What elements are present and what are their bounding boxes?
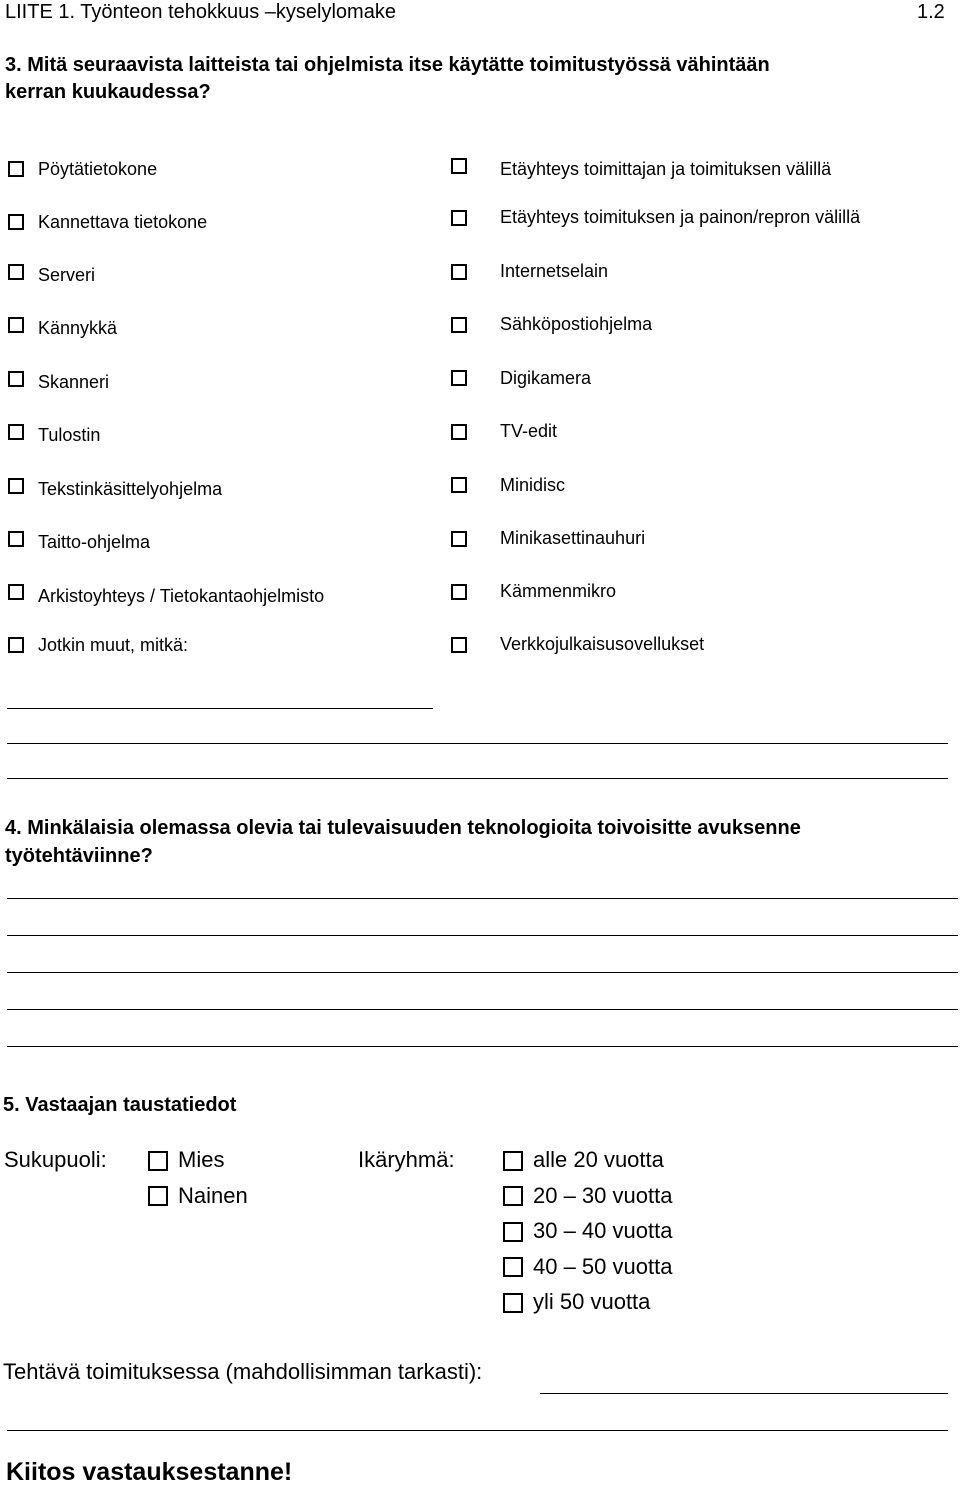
option-label: Etäyhteys toimittajan ja toimituksen välillä [500, 159, 832, 179]
other-answer-line[interactable] [7, 743, 948, 744]
age-option-label: 20 – 30 vuotta [533, 1183, 673, 1208]
checkbox[interactable] [8, 317, 24, 333]
q4-title-line1: 4. Minkälaisia olemassa olevia tai tulevaisuuden teknologioita toivoisitte avuksenne [5, 817, 801, 839]
gender-option-label: Nainen [178, 1183, 248, 1208]
thanks-text: Kiitos vastauksestanne! [6, 1458, 293, 1486]
checkbox[interactable] [148, 1186, 168, 1206]
answer-line[interactable] [7, 898, 958, 899]
role-label: Tehtävä toimituksessa (mahdollisimman tarkasti): [3, 1359, 483, 1384]
checkbox[interactable] [8, 264, 24, 280]
checkbox[interactable] [8, 371, 24, 387]
page-number: 1.2 [917, 1, 945, 23]
other-answer-line[interactable] [7, 778, 948, 779]
checkbox[interactable] [451, 584, 467, 600]
checkbox[interactable] [503, 1257, 523, 1277]
document-title: LIITE 1. Työnteon tehokkuus –kyselylomake [5, 1, 396, 23]
checkbox[interactable] [451, 637, 467, 653]
age-label: Ikäryhmä: [358, 1147, 455, 1172]
option-label: Minidisc [500, 475, 566, 495]
option-label: Sähköpostiohjelma [500, 314, 653, 334]
q5-title: 5. Vastaajan taustatiedot [3, 1094, 237, 1116]
option-label: Kannettava tietokone [38, 212, 208, 232]
checkbox[interactable] [451, 264, 467, 280]
checkbox[interactable] [451, 531, 467, 547]
checkbox[interactable] [8, 478, 24, 494]
option-label: Arkistoyhteys / Tietokantaohjelmisto [38, 586, 325, 606]
gender-label: Sukupuoli: [4, 1147, 107, 1172]
option-label: Pöytätietokone [38, 159, 158, 179]
gender-option-label: Mies [178, 1147, 225, 1172]
option-label: Digikamera [500, 368, 592, 388]
role-answer-line[interactable] [7, 1430, 948, 1431]
checkbox[interactable] [503, 1151, 523, 1171]
checkbox[interactable] [8, 424, 24, 440]
checkbox[interactable] [503, 1186, 523, 1206]
checkbox[interactable] [451, 370, 467, 386]
checkbox[interactable] [451, 210, 467, 226]
checkbox[interactable] [503, 1293, 523, 1313]
checkbox[interactable] [8, 637, 24, 653]
option-label: Serveri [38, 265, 96, 285]
age-option-label: 40 – 50 vuotta [533, 1254, 673, 1279]
checkbox[interactable] [451, 477, 467, 493]
option-label: Jotkin muut, mitkä: [38, 635, 189, 655]
checkbox[interactable] [503, 1222, 523, 1242]
checkbox[interactable] [451, 424, 467, 440]
option-label: Verkkojulkaisusovellukset [500, 634, 705, 654]
option-label: Tulostin [38, 425, 101, 445]
checkbox[interactable] [148, 1151, 168, 1171]
other-answer-line[interactable] [7, 708, 433, 709]
role-answer-line[interactable] [540, 1393, 948, 1394]
age-option-label: yli 50 vuotta [533, 1289, 651, 1314]
checkbox[interactable] [8, 531, 24, 547]
age-option-label: alle 20 vuotta [533, 1147, 664, 1172]
checkbox[interactable] [451, 158, 467, 174]
checkbox[interactable] [8, 161, 24, 177]
option-label: Minikasettinauhuri [500, 528, 646, 548]
answer-line[interactable] [7, 1046, 958, 1047]
answer-line[interactable] [7, 972, 958, 973]
checkbox[interactable] [8, 214, 24, 230]
checkbox[interactable] [451, 317, 467, 333]
answer-line[interactable] [7, 1009, 958, 1010]
answer-line[interactable] [7, 935, 958, 936]
option-label: Skanneri [38, 372, 110, 392]
q4-title-line2: työtehtäviinne? [5, 845, 153, 867]
age-option-label: 30 – 40 vuotta [533, 1218, 673, 1243]
option-label: Internetselain [500, 261, 609, 281]
checkbox[interactable] [8, 584, 24, 600]
option-label: TV-edit [500, 421, 558, 441]
option-label: Etäyhteys toimituksen ja painon/repron välillä [500, 207, 861, 227]
option-label: Kännykkä [38, 318, 118, 338]
option-label: Taitto-ohjelma [38, 532, 151, 552]
q3-title-line1: 3. Mitä seuraavista laitteista tai ohjelmista itse käytätte toimitustyössä vähintään [5, 54, 770, 76]
option-label: Kämmenmikro [500, 581, 617, 601]
q3-title-line2: kerran kuukaudessa? [5, 81, 211, 103]
option-label: Tekstinkäsittelyohjelma [38, 479, 223, 499]
